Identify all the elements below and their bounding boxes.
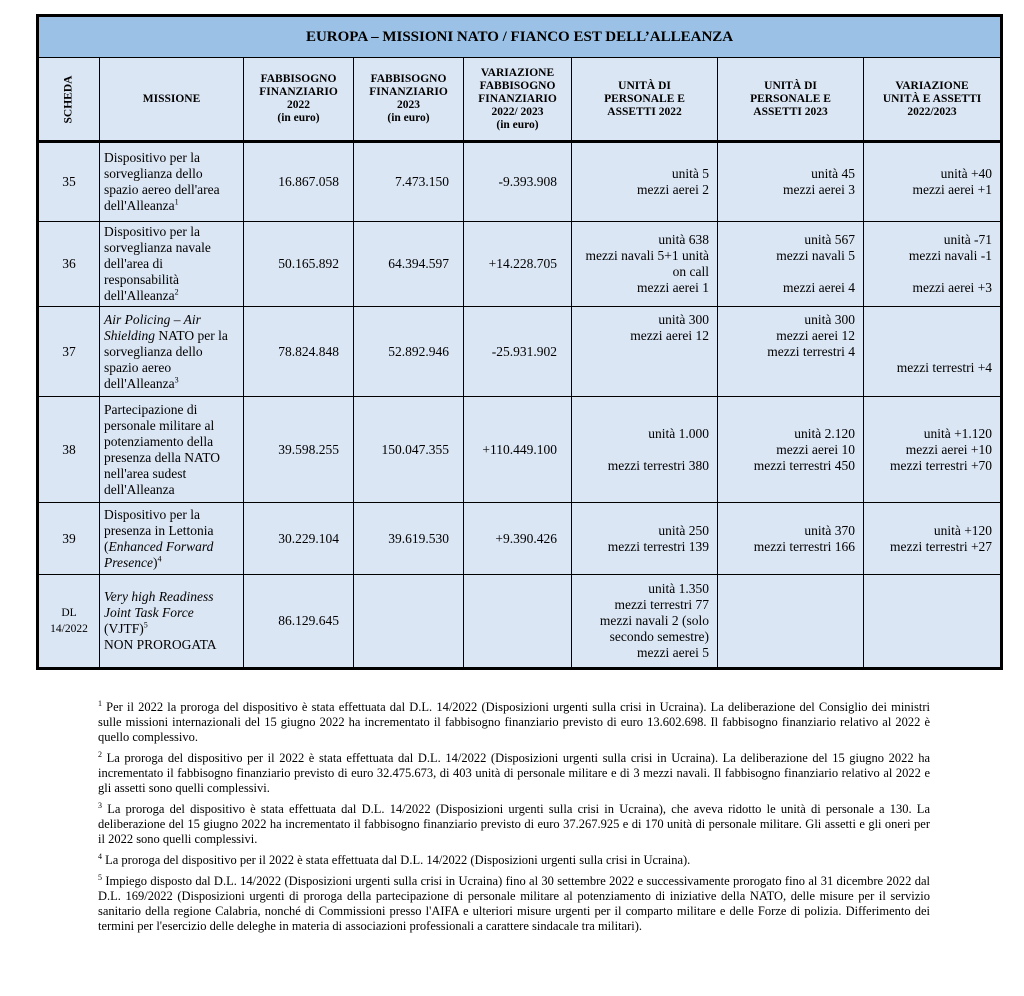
footnotes — [98, 700, 930, 940]
mission-text: Joint Task Force — [104, 605, 194, 620]
cell-line: mezzi aerei +1 — [912, 182, 993, 197]
mission-text: sorveglianza dello — [104, 343, 203, 359]
variazione-fabbisogno-cell: +9.390.426 — [464, 503, 572, 575]
cell-line — [864, 328, 992, 344]
cell-line: DL — [61, 607, 77, 619]
cell-line: mezzi aerei +10 — [905, 441, 993, 457]
footnote-ref: 5 — [143, 620, 148, 630]
cell-line — [718, 360, 855, 376]
header-line: UNITÀ DI — [764, 79, 817, 92]
mission-text: presenza della NATO — [104, 449, 220, 465]
cell-line — [864, 264, 992, 280]
header-fabbisogno-2022 — [244, 58, 354, 142]
fabbisogno-2023-cell: 52.892.946 — [354, 307, 464, 397]
cell-line: unità +1.120 — [923, 425, 993, 441]
fabbisogno-2022-cell: 86.129.645 — [244, 575, 354, 669]
cell-line: unità +120 — [933, 522, 993, 538]
mission-line — [104, 621, 240, 637]
mission-text: Dispositivo per la — [104, 506, 200, 522]
cell-line — [718, 376, 855, 392]
mission-text: personale militare al — [104, 417, 215, 433]
mission-line — [104, 272, 240, 288]
cell-line: secondo semestre) — [609, 629, 709, 644]
cell-line: mezzi navali 5 — [776, 248, 855, 263]
mission-cell — [100, 503, 244, 575]
mission-text: (VJTF) — [104, 621, 144, 636]
table-row — [38, 142, 1002, 222]
cell-line: unità 567 — [804, 232, 855, 247]
footnote-ref: 2 — [174, 287, 179, 297]
mission-line — [104, 240, 240, 256]
variazione-unita-cell — [864, 307, 1002, 397]
footnote-ref: 3 — [174, 375, 179, 384]
mission-text: sorveglianza dello — [104, 166, 203, 181]
cell-line: mezzi aerei 5 — [637, 645, 709, 660]
header-line: FINANZIARIO — [478, 92, 557, 105]
cell-line: unità -71 — [943, 232, 993, 247]
cell-line: unità 300 — [804, 311, 855, 327]
cell-line: 38 — [62, 441, 76, 457]
header-unita-2022 — [572, 58, 718, 142]
mission-line — [104, 523, 240, 539]
cell-line: mezzi terrestri 139 — [607, 538, 709, 554]
mission-line — [104, 312, 240, 328]
variazione-fabbisogno-cell: +14.228.705 — [464, 222, 572, 307]
scheda-cell — [38, 397, 100, 503]
mission-line — [104, 150, 240, 166]
mission-line — [104, 450, 240, 466]
mission-text: NON PROROGATA — [104, 637, 217, 652]
mission-line — [104, 434, 240, 450]
header-line: 2023 — [397, 99, 420, 111]
header-variazione-unita — [864, 58, 1002, 142]
variazione-unita-cell — [864, 575, 1002, 669]
mission-text-rest: NATO per la — [155, 327, 228, 343]
scheda-cell — [38, 575, 100, 669]
table-title: EUROPA – MISSIONI NATO / FIANCO EST DELL’ALLEANZA — [38, 16, 1002, 58]
mission-text: dell'Alleanza — [104, 375, 175, 391]
variazione-unita-cell — [864, 397, 1002, 503]
header-line: (in euro) — [496, 118, 539, 131]
footnote-ref: 4 — [157, 554, 162, 563]
fabbisogno-2023-cell: 64.394.597 — [354, 222, 464, 307]
mission-line — [104, 539, 240, 555]
footnote-text: La proroga del dispositivo è stata effettuata dal D.L. 14/2022 (Disposizioni urgenti sulla crisi in Ucraina), che aveva ridotto le unità di personale a 130. La deliberazione del 15 giugno 2022 ha incrementato il fabbisogno finanziario previsto di euro 37.267.925 e di 170 unità di personale militare. Gli assetti e gli oneri per il 2022 sono quelli complessivi. — [98, 802, 930, 846]
header-line: ASSETTI 2023 — [753, 105, 828, 118]
footnote-number: 3 — [98, 800, 102, 810]
mission-text: Air Policing – Air — [104, 311, 201, 327]
footnote-number: 1 — [98, 698, 102, 708]
cell-line: mezzi navali 2 (solo — [599, 613, 709, 628]
cell-line — [864, 344, 992, 360]
mission-line — [104, 482, 240, 498]
mission-cell — [100, 142, 244, 222]
mission-cell — [100, 575, 244, 669]
header-line: 2022 — [287, 99, 310, 111]
fabbisogno-2022-cell: 30.229.104 — [244, 503, 354, 575]
footnote — [98, 874, 930, 934]
cell-line: mezzi terrestri +27 — [889, 538, 993, 554]
mission-line — [104, 507, 240, 523]
mission-line — [104, 256, 240, 272]
footnote-ref: 1 — [174, 197, 179, 207]
footnote — [98, 751, 930, 796]
mission-text: dell'Alleanza — [104, 288, 175, 303]
unita-2022-cell — [572, 307, 718, 397]
table-row — [38, 503, 1002, 575]
cell-line: mezzi terrestri 450 — [753, 457, 855, 473]
fabbisogno-2022-cell: 50.165.892 — [244, 222, 354, 307]
mission-line — [104, 328, 240, 344]
cell-line: unità 1.350 — [648, 581, 709, 596]
mission-text: potenziamento della — [104, 433, 214, 449]
header-line: VARIAZIONE — [895, 79, 969, 92]
cell-line: unità 638 — [658, 232, 709, 247]
cell-line: mezzi terrestri +70 — [889, 457, 993, 473]
table-row — [38, 397, 1002, 503]
mission-line — [104, 166, 240, 182]
header-variazione-fabbisogno — [464, 58, 572, 142]
header-line: PERSONALE E — [604, 92, 685, 105]
unita-2023-cell — [718, 222, 864, 307]
cell-line: mezzi navali -1 — [908, 248, 993, 263]
unita-2022-cell — [572, 222, 718, 307]
mission-cell — [100, 222, 244, 307]
fabbisogno-2023-cell: 39.619.530 — [354, 503, 464, 575]
table-body — [38, 142, 1002, 669]
cell-line: unità 300 — [658, 311, 709, 327]
mission-text: Very high Readiness — [104, 589, 214, 604]
mission-text: responsabilità — [104, 272, 179, 287]
cell-line: unità 2.120 — [794, 425, 855, 441]
mission-line — [104, 418, 240, 434]
cell-line: 39 — [62, 530, 76, 546]
header-line: UNITÀ E ASSETTI — [882, 92, 982, 105]
cell-line — [572, 376, 709, 392]
mission-line — [104, 224, 240, 240]
mission-line — [104, 637, 240, 653]
cell-line: mezzi aerei 1 — [637, 280, 709, 295]
mission-cell — [100, 307, 244, 397]
cell-line: unità 5 — [671, 166, 709, 181]
header-row — [38, 58, 1002, 142]
footnote-text: Impiego disposto dal D.L. 14/2022 (Disposizioni urgenti sulla crisi in Ucraina) fino al 30 settembre 2022 e successivamente prorogato fino al 31 dicembre 2022 dal D.L. 169/2022 (Disposizioni urgenti di proroga della partecipazione di personale militare al potenziamento di iniziative della NATO, delle misure per il servizio sanitario della regione Calabria, nonché di Commissioni presso l'AIFA e ulteriori misure urgenti per il comparto militare e delle Forze di polizia. Differimento dei termini per l'esercizio delle deleghe in materia di associazioni professionali a carattere sindacale tra militari). — [98, 874, 930, 933]
cell-line: 14/2022 — [50, 623, 88, 635]
mission-text-prefix: ( — [104, 538, 109, 554]
mission-line — [104, 344, 240, 360]
fabbisogno-2023-cell: 7.473.150 — [354, 142, 464, 222]
variazione-unita-cell — [864, 142, 1002, 222]
mission-text: Dispositivo per la — [104, 150, 200, 165]
mission-text: Dispositivo per la — [104, 224, 200, 239]
missions-table-container — [36, 14, 1000, 670]
header-line: 2022/ 2023 — [491, 105, 544, 118]
cell-line: 36 — [62, 256, 76, 271]
cell-line — [718, 264, 855, 280]
cell-line: unità 45 — [811, 166, 855, 181]
mission-text: sorveglianza navale — [104, 240, 211, 255]
mission-line — [104, 589, 240, 605]
table-row — [38, 307, 1002, 397]
variazione-fabbisogno-cell: -25.931.902 — [464, 307, 572, 397]
cell-line — [572, 442, 709, 458]
header-scheda: SCHEDA — [38, 58, 100, 142]
mission-text: spazio aereo dell'area — [104, 182, 220, 197]
header-line: UNITÀ DI — [618, 79, 671, 92]
mission-text: dell'Alleanza — [104, 198, 175, 213]
mission-line — [104, 288, 240, 304]
cell-line: mezzi terrestri 4 — [767, 343, 855, 359]
footnote — [98, 853, 930, 868]
header-line: VARIAZIONE — [480, 66, 555, 79]
footnote-number: 5 — [98, 872, 102, 882]
mission-line — [104, 198, 240, 214]
footnote-number: 2 — [98, 749, 102, 759]
unita-2023-cell — [718, 503, 864, 575]
mission-text: Presence — [104, 554, 153, 570]
scheda-cell — [38, 222, 100, 307]
footnote-number: 4 — [98, 851, 102, 861]
footnote-text: La proroga del dispositivo per il 2022 è stata effettuata dal D.L. 14/2022 (Disposizioni urgenti sulla crisi in Ucraina). La deliberazione del 15 giugno 2022 ha incrementato il fabbisogno finanziario previsto di euro 32.475.673, di 403 unità di personale militare e di 3 mezzi navali. Il fabbisogno finanziario relativo al 2022 e gli assetti sono quelli complessivi. — [98, 751, 930, 795]
mission-text: Shielding — [104, 327, 155, 343]
header-missione: MISSIONE — [100, 58, 244, 142]
header-unita-2023 — [718, 58, 864, 142]
mission-text: presenza in Lettonia — [104, 522, 214, 538]
cell-line: 37 — [62, 343, 76, 359]
header-line: 2022/2023 — [907, 105, 957, 118]
unita-2023-cell — [718, 575, 864, 669]
footnote — [98, 802, 930, 847]
cell-line: 35 — [62, 174, 76, 189]
unita-2022-cell — [572, 503, 718, 575]
cell-line: mezzi terrestri 380 — [607, 457, 709, 473]
mission-line — [104, 376, 240, 392]
mission-line — [104, 402, 240, 418]
fabbisogno-2022-cell: 39.598.255 — [244, 397, 354, 503]
header-line: FABBISOGNO — [260, 73, 337, 85]
fabbisogno-2022-cell: 78.824.848 — [244, 307, 354, 397]
unita-2023-cell — [718, 142, 864, 222]
cell-line: mezzi aerei +3 — [912, 280, 993, 295]
cell-line: mezzi aerei 12 — [630, 327, 709, 343]
header-line: FINANZIARIO — [369, 86, 448, 98]
unita-2023-cell — [718, 397, 864, 503]
header-fabbisogno-2023 — [354, 58, 464, 142]
cell-line: mezzi aerei 3 — [783, 182, 855, 197]
cell-line: on call — [672, 264, 709, 279]
cell-line — [572, 360, 709, 376]
cell-line: mezzi terrestri +4 — [896, 359, 993, 375]
header-line: FABBISOGNO — [479, 79, 556, 92]
cell-line: unità 250 — [658, 522, 709, 538]
mission-cell — [100, 397, 244, 503]
header-line: (in euro) — [387, 112, 430, 124]
cell-line: mezzi aerei 10 — [776, 441, 855, 457]
fabbisogno-2023-cell: 150.047.355 — [354, 397, 464, 503]
unita-2022-cell — [572, 575, 718, 669]
mission-line — [104, 605, 240, 621]
mission-line — [104, 555, 240, 571]
cell-line: mezzi aerei 12 — [776, 327, 855, 343]
header-line: FINANZIARIO — [259, 86, 338, 98]
scheda-cell — [38, 307, 100, 397]
cell-line: unità 370 — [804, 522, 855, 538]
unita-2022-cell — [572, 397, 718, 503]
mission-line — [104, 466, 240, 482]
scheda-cell — [38, 142, 100, 222]
header-line: (in euro) — [277, 112, 320, 124]
cell-line: mezzi aerei 4 — [783, 280, 855, 295]
variazione-unita-cell — [864, 503, 1002, 575]
unita-2023-cell — [718, 307, 864, 397]
mission-line — [104, 182, 240, 198]
mission-text: dell'area di — [104, 256, 164, 271]
missions-table — [36, 14, 1003, 670]
fabbisogno-2023-cell — [354, 575, 464, 669]
mission-text: nell'area sudest — [104, 465, 187, 481]
fabbisogno-2022-cell: 16.867.058 — [244, 142, 354, 222]
mission-text: spazio aereo — [104, 359, 172, 375]
mission-text: Enhanced Forward — [108, 538, 214, 554]
mission-text: Partecipazione di — [104, 401, 198, 417]
scheda-cell — [38, 503, 100, 575]
cell-line — [572, 344, 709, 360]
footnote — [98, 700, 930, 745]
mission-text-rest: ) — [152, 554, 158, 570]
header-line: PERSONALE E — [750, 92, 831, 105]
header-line: ASSETTI 2022 — [607, 105, 682, 118]
mission-text: dell'Alleanza — [104, 481, 175, 497]
footnote-text: Per il 2022 la proroga del dispositivo è stata effettuata dal D.L. 14/2022 (Disposizioni urgenti sulla crisi in Ucraina). La deliberazione del Consiglio dei ministri sulle missioni internazionali del 15 giugno 2022 ha incrementato il fabbisogno finanziario previsto di euro 13.602.698. Il fabbisogno finanziario relativo al 2022 è quello complessivo. — [98, 700, 930, 744]
cell-line: unità +40 — [940, 166, 993, 181]
unita-2022-cell — [572, 142, 718, 222]
mission-line — [104, 360, 240, 376]
table-row — [38, 575, 1002, 669]
footnote-text: La proroga del dispositivo per il 2022 è stata effettuata dal D.L. 14/2022 (Disposizioni urgenti sulla crisi in Ucraina). — [102, 853, 691, 867]
variazione-fabbisogno-cell — [464, 575, 572, 669]
variazione-fabbisogno-cell: -9.393.908 — [464, 142, 572, 222]
cell-line: mezzi terrestri 77 — [614, 597, 709, 612]
cell-line: unità 1.000 — [648, 425, 709, 441]
table-row — [38, 222, 1002, 307]
cell-line: mezzi aerei 2 — [637, 182, 709, 197]
variazione-fabbisogno-cell: +110.449.100 — [464, 397, 572, 503]
header-line: FABBISOGNO — [370, 73, 447, 85]
cell-line: mezzi terrestri 166 — [753, 538, 855, 554]
variazione-unita-cell — [864, 222, 1002, 307]
cell-line: mezzi navali 5+1 unità — [585, 248, 709, 263]
